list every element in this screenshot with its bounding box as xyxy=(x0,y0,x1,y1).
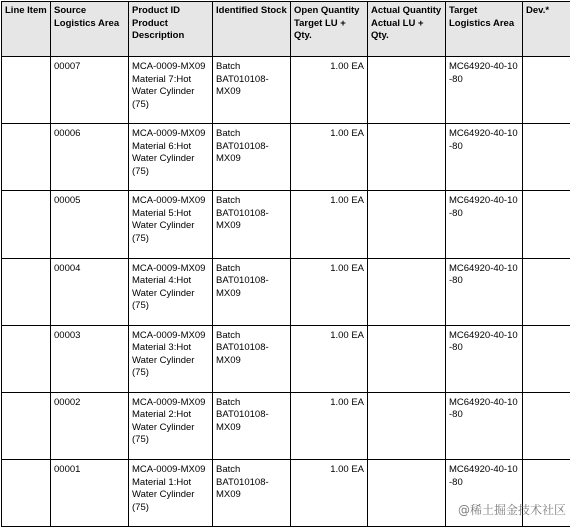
warehouse-task-table xyxy=(1,1,570,527)
cell-target-logistics-area: MC64920-40-10-80 xyxy=(446,258,523,325)
table-row xyxy=(2,392,570,459)
cell-line-item xyxy=(2,57,51,124)
cell-identified-stock: Batch BAT010108-MX09 xyxy=(213,191,291,258)
cell-actual-quantity xyxy=(368,191,446,258)
cell-open-quantity: 1.00 EA xyxy=(291,124,368,191)
cell-line-item xyxy=(2,392,51,459)
cell-source-logistics-area: 00006 xyxy=(51,124,129,191)
table-body xyxy=(2,57,570,527)
cell-identified-stock: Batch BAT010108-MX09 xyxy=(213,460,291,527)
cell-source-logistics-area: 00001 xyxy=(51,460,129,527)
cell-line-item xyxy=(2,325,51,392)
cell-target-logistics-area: MC64920-40-10-80 xyxy=(446,57,523,124)
cell-product: MCA-0009-MX09 Material 6:Hot Water Cylinder (75) xyxy=(129,124,213,191)
cell-open-quantity: 1.00 EA xyxy=(291,325,368,392)
cell-open-quantity: 1.00 EA xyxy=(291,57,368,124)
cell-line-item xyxy=(2,191,51,258)
cell-target-logistics-area: MC64920-40-10-80 xyxy=(446,124,523,191)
table-row xyxy=(2,325,570,392)
cell-actual-quantity xyxy=(368,325,446,392)
cell-target-logistics-area: MC64920-40-10-80 xyxy=(446,191,523,258)
cell-deviation xyxy=(523,57,570,124)
table-row xyxy=(2,258,570,325)
column-header-identified-stock: Identified Stock xyxy=(213,2,291,57)
cell-identified-stock: Batch BAT010108-MX09 xyxy=(213,392,291,459)
cell-identified-stock: Batch BAT010108-MX09 xyxy=(213,124,291,191)
cell-actual-quantity xyxy=(368,392,446,459)
cell-open-quantity: 1.00 EA xyxy=(291,392,368,459)
cell-identified-stock: Batch BAT010108-MX09 xyxy=(213,258,291,325)
cell-target-logistics-area: MC64920-40-10-80 xyxy=(446,325,523,392)
cell-actual-quantity xyxy=(368,124,446,191)
cell-line-item xyxy=(2,124,51,191)
cell-deviation xyxy=(523,392,570,459)
cell-source-logistics-area: 00003 xyxy=(51,325,129,392)
column-header-open-quantity: Open Quantity Target LU + Qty. xyxy=(291,2,368,57)
cell-target-logistics-area: MC64920-40-10-80 xyxy=(446,460,523,527)
cell-source-logistics-area: 00004 xyxy=(51,258,129,325)
column-header-actual-quantity: Actual Quantity Actual LU + Qty. xyxy=(368,2,446,57)
cell-open-quantity: 1.00 EA xyxy=(291,460,368,527)
table-row xyxy=(2,57,570,124)
cell-identified-stock: Batch BAT010108-MX09 xyxy=(213,57,291,124)
cell-line-item xyxy=(2,460,51,527)
cell-open-quantity: 1.00 EA xyxy=(291,258,368,325)
column-header-line-item: Line Item xyxy=(2,2,51,57)
cell-deviation xyxy=(523,124,570,191)
watermark: @稀土掘金技术社区 xyxy=(458,501,566,518)
cell-source-logistics-area: 00007 xyxy=(51,57,129,124)
table-row xyxy=(2,124,570,191)
cell-product: MCA-0009-MX09 Material 7:Hot Water Cylinder (75) xyxy=(129,57,213,124)
cell-source-logistics-area: 00002 xyxy=(51,392,129,459)
table-header-row xyxy=(2,2,570,57)
column-header-source-logistics-area: Source Logistics Area xyxy=(51,2,129,57)
cell-actual-quantity xyxy=(368,57,446,124)
cell-product: MCA-0009-MX09 Material 4:Hot Water Cylinder (75) xyxy=(129,258,213,325)
cell-product: MCA-0009-MX09 Material 5:Hot Water Cylinder (75) xyxy=(129,191,213,258)
cell-deviation xyxy=(523,191,570,258)
cell-identified-stock: Batch BAT010108-MX09 xyxy=(213,325,291,392)
cell-open-quantity: 1.00 EA xyxy=(291,191,368,258)
column-header-target-logistics-area: Target Logistics Area xyxy=(446,2,523,57)
cell-actual-quantity xyxy=(368,258,446,325)
cell-product: MCA-0009-MX09 Material 1:Hot Water Cylinder (75) xyxy=(129,460,213,527)
column-header-product: Product ID Product Description xyxy=(129,2,213,57)
cell-product: MCA-0009-MX09 Material 3:Hot Water Cylinder (75) xyxy=(129,325,213,392)
column-header-deviation: Dev.* xyxy=(523,2,570,57)
cell-deviation xyxy=(523,325,570,392)
cell-actual-quantity xyxy=(368,460,446,527)
cell-target-logistics-area: MC64920-40-10-80 xyxy=(446,392,523,459)
cell-product: MCA-0009-MX09 Material 2:Hot Water Cylinder (75) xyxy=(129,392,213,459)
cell-line-item xyxy=(2,258,51,325)
table-row xyxy=(2,191,570,258)
cell-source-logistics-area: 00005 xyxy=(51,191,129,258)
cell-deviation xyxy=(523,258,570,325)
